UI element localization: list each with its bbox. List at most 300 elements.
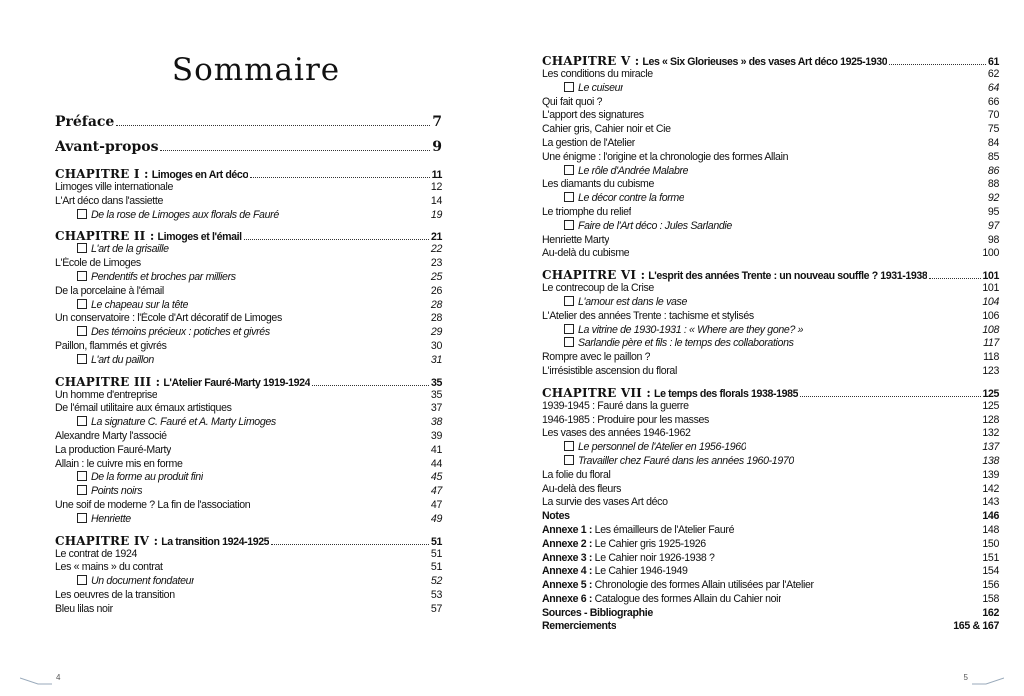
entry-text: L'art du paillon [91, 353, 154, 366]
page-number-right: 5 [963, 673, 968, 682]
toc-subentry[interactable] [55, 243, 442, 257]
entry-page-number: 35 [431, 376, 442, 389]
toc-annex-entry[interactable] [542, 552, 999, 566]
toc-subentry[interactable] [542, 165, 999, 179]
entry-page-number: 101 [982, 282, 999, 295]
entry-text: Limoges en Art déco [151, 169, 249, 181]
checkbox-icon [564, 296, 574, 306]
toc-subentry[interactable] [55, 354, 442, 368]
entry-page-number: 19 [430, 208, 442, 221]
annex-label: Annexe 6 : [542, 592, 593, 605]
entry-text: Le Cahier gris 1925-1926 [594, 537, 706, 550]
entry-text: De l'émail utilitaire aux émaux artistiques [55, 402, 232, 415]
toc-chapter-heading[interactable] [542, 386, 999, 400]
entry-text: L'art de la grisaille [91, 243, 169, 256]
entry-page-number: 9 [432, 139, 442, 155]
entry-page-number: 158 [982, 592, 999, 605]
entry-title [55, 135, 158, 160]
entry-title [542, 400, 689, 414]
checkbox-icon [564, 220, 574, 230]
section-spacer [542, 379, 999, 386]
entry-title [542, 538, 706, 552]
entry-text: Un document fondateur [91, 575, 195, 588]
entry-page-number: 125 [982, 387, 999, 400]
entry-page-number: 75 [987, 123, 999, 136]
entry-title [542, 109, 644, 123]
toc-subentry[interactable] [55, 271, 442, 285]
dot-leader [800, 396, 980, 397]
entry-title [542, 123, 671, 137]
entry-page-number: 51 [431, 535, 442, 548]
toc-annex-entry[interactable] [542, 579, 999, 593]
entry-page-number: 125 [982, 399, 999, 412]
checkbox-icon [77, 416, 87, 426]
entry-title [564, 296, 687, 310]
entry-title [542, 427, 691, 441]
entry-text: Les oeuvres de la transition [55, 588, 175, 601]
entry-text: Alexandre Marty l'associé [55, 429, 167, 442]
chapter-label: CHAPITRE VII : [542, 385, 652, 400]
entry-page-number: 95 [987, 205, 999, 218]
entry-title [55, 430, 167, 444]
checkbox-icon [77, 513, 87, 523]
toc-entry[interactable] [542, 469, 999, 483]
checkbox-icon [77, 243, 87, 253]
toc-entry[interactable] [542, 137, 999, 151]
entry-page-number: 52 [430, 575, 442, 588]
entry-page-number: 85 [987, 150, 999, 163]
entry-text: Sources - Bibliographie [542, 606, 653, 619]
entry-page-number: 45 [430, 471, 442, 484]
dot-leader [929, 278, 980, 279]
entry-page-number: 88 [987, 178, 999, 191]
entry-page-number: 137 [982, 441, 999, 454]
checkbox-icon [77, 485, 87, 495]
entry-title [77, 326, 270, 340]
toc-subentry[interactable] [542, 337, 999, 351]
section-spacer [55, 160, 442, 167]
toc-subentry[interactable] [542, 296, 999, 310]
entry-page-number: 165 & 167 [953, 620, 999, 633]
checkbox-icon [77, 209, 87, 219]
toc-left-column [55, 110, 442, 617]
toc-chapter-heading[interactable] [55, 229, 442, 243]
entry-title [542, 365, 677, 379]
chapter-label: CHAPITRE V : [542, 54, 640, 68]
entry-title [542, 469, 611, 483]
entry-title [77, 354, 154, 368]
annex-label: Annexe 5 : [542, 579, 593, 592]
entry-text: Les vases des années 1946-1962 [542, 427, 691, 440]
entry-page-number: 100 [982, 247, 999, 260]
annex-label: Annexe 2 : [542, 537, 593, 550]
toc-chapter-heading[interactable] [55, 534, 442, 548]
entry-page-number: 148 [982, 523, 999, 536]
entry-page-number: 53 [430, 588, 442, 601]
entry-text: Le triomphe du relief [542, 205, 632, 218]
checkbox-icon [77, 299, 87, 309]
entry-title [55, 603, 113, 617]
entry-text: Cahier gris, Cahier noir et Cie [542, 123, 671, 136]
entry-page-number: 151 [982, 551, 999, 564]
entry-page-number: 106 [982, 309, 999, 322]
entry-text: La production Fauré-Marty [55, 443, 172, 456]
checkbox-icon [564, 441, 574, 451]
toc-entry[interactable] [542, 206, 999, 220]
toc-right-column [542, 54, 999, 634]
entry-title [77, 575, 194, 589]
toc-entry[interactable] [542, 414, 999, 428]
entry-page-number: 37 [430, 402, 442, 415]
toc-chapter-heading[interactable] [55, 167, 442, 181]
toc-subentry[interactable] [55, 471, 442, 485]
toc-entry[interactable] [55, 402, 442, 416]
entry-title [564, 441, 746, 455]
toc-entry[interactable] [542, 310, 999, 324]
toc-entry[interactable] [55, 458, 442, 472]
entry-text: L'Art déco dans l'assiette [55, 194, 164, 207]
entry-title [564, 165, 688, 179]
toc-chapter-heading[interactable] [542, 268, 999, 282]
entry-title [564, 324, 803, 338]
toc-entry[interactable] [55, 561, 442, 575]
entry-title [77, 271, 236, 285]
toc-entry[interactable] [542, 427, 999, 441]
entry-title [564, 455, 794, 469]
toc-entry[interactable] [55, 603, 442, 617]
entry-title [55, 561, 163, 575]
toc-entry[interactable] [542, 151, 999, 165]
entry-page-number: 7 [432, 114, 442, 130]
entry-page-number: 70 [987, 109, 999, 122]
entry-text: Notes [542, 510, 570, 523]
entry-title [542, 620, 616, 634]
entry-text: Une énigme : l'origine et la chronologie des formes Allain [542, 150, 789, 163]
dot-leader [160, 150, 430, 151]
entry-text: Sarlandie père et fils : le temps des collaborations [578, 337, 794, 350]
entry-text: Le contrat de 1924 [55, 547, 138, 560]
toc-entry[interactable] [542, 68, 999, 82]
entry-page-number: 123 [982, 364, 999, 377]
entry-page-number: 39 [430, 429, 442, 442]
entry-title [55, 312, 282, 326]
entry-title [55, 257, 141, 271]
entry-page-number: 47 [430, 485, 442, 498]
toc-subentry[interactable] [55, 416, 442, 430]
entry-title [542, 234, 609, 248]
entry-title [77, 485, 142, 499]
toc-entry[interactable] [542, 109, 999, 123]
toc-entry[interactable] [542, 365, 999, 379]
entry-text: Au-delà du cubisme [542, 247, 630, 260]
chapter-label: CHAPITRE II : [55, 229, 155, 244]
entry-title [542, 206, 631, 220]
entry-title [55, 499, 250, 513]
entry-title [77, 209, 279, 223]
entry-text: Une soif de moderne ? La fin de l'association [55, 498, 251, 511]
entry-text: L'Atelier Fauré-Marty 1919-1924 [163, 376, 311, 389]
entry-page-number: 66 [987, 95, 999, 108]
entry-text: L'irrésistible ascension du floral [542, 364, 677, 377]
entry-text: Catalogue des formes Allain du Cahier noir [594, 592, 782, 605]
entry-title [55, 340, 167, 354]
section-spacer [542, 261, 999, 268]
dot-leader [312, 385, 429, 386]
toc-section-heading[interactable] [55, 135, 442, 160]
entry-page-number: 150 [982, 537, 999, 550]
entry-page-number: 156 [982, 579, 999, 592]
entry-text: De la porcelaine à l'émail [55, 284, 164, 297]
entry-text: Les « mains » du contrat [55, 561, 163, 574]
checkbox-icon [564, 337, 574, 347]
entry-text: Le Cahier 1946-1949 [594, 565, 688, 578]
entry-text: Paillon, flammés et givrés [55, 339, 167, 352]
entry-page-number: 30 [430, 339, 442, 352]
entry-title [542, 483, 621, 497]
toc-subentry[interactable] [55, 326, 442, 340]
toc-subentry[interactable] [55, 485, 442, 499]
entry-text: L'esprit des années Trente : un nouveau souffle ? 1931-1938 [648, 270, 928, 283]
entry-title [564, 192, 684, 206]
entry-title [55, 458, 183, 472]
entry-title [77, 243, 169, 257]
entry-text: L'Atelier des années Trente : tachisme et stylisés [542, 309, 754, 322]
toc-entry[interactable] [55, 548, 442, 562]
toc-annex-entry[interactable] [542, 565, 999, 579]
entry-title [542, 178, 654, 192]
toc-entry[interactable] [55, 589, 442, 603]
toc-subentry[interactable] [542, 220, 999, 234]
checkbox-icon [564, 165, 574, 175]
entry-page-number: 38 [430, 416, 442, 429]
entry-title [55, 229, 242, 244]
entry-text: Chronologie des formes Allain utilisées par l'Atelier [594, 579, 814, 592]
entry-title [542, 137, 635, 151]
entry-text: Avant-propos [55, 139, 159, 155]
entry-title [55, 402, 232, 416]
entry-page-number: 132 [982, 427, 999, 440]
entry-text: La gestion de l'Atelier [542, 136, 635, 149]
entry-text: Le temps des florals 1938-1985 [654, 387, 799, 400]
entry-page-number: 49 [430, 512, 442, 525]
entry-text: Remerciements [542, 620, 617, 633]
annex-label: Annexe 4 : [542, 565, 593, 578]
entry-title [542, 496, 668, 510]
entry-title [77, 299, 188, 313]
entry-text: L'apport des signatures [542, 109, 644, 122]
entry-page-number: 26 [430, 284, 442, 297]
entry-text: Les diamants du cubisme [542, 178, 655, 191]
entry-title [564, 337, 794, 351]
checkbox-icon [77, 354, 87, 364]
toc-entry[interactable] [542, 247, 999, 261]
entry-title [55, 589, 175, 603]
entry-title [542, 607, 653, 621]
toc-entry[interactable] [55, 430, 442, 444]
toc-subentry[interactable] [55, 513, 442, 527]
dot-leader [250, 177, 429, 178]
entry-text: La survie des vases Art déco [542, 496, 668, 509]
entry-text: De la forme au produit fini [91, 471, 203, 484]
entry-text: Les « Six Glorieuses » des vases Art déco 1925-1930 [642, 56, 888, 68]
entry-page-number: 57 [430, 602, 442, 615]
entry-text: Travailler chez Fauré dans les années 1960-1970 [578, 454, 794, 467]
toc-annex-entry[interactable] [542, 524, 999, 538]
page-number-left: 4 [56, 673, 61, 682]
entry-title [542, 386, 798, 401]
entry-page-number: 104 [982, 295, 999, 308]
entry-text: Pendentifs et broches par milliers [91, 270, 236, 283]
entry-text: Faire de l'Art déco : Jules Sarlandie [578, 219, 732, 232]
entry-title [542, 310, 754, 324]
entry-title [542, 268, 927, 283]
toc-entry[interactable] [55, 340, 442, 354]
toc-subentry[interactable] [55, 299, 442, 313]
entry-text: Rompre avec le paillon ? [542, 351, 651, 364]
dot-leader [116, 125, 430, 126]
entry-page-number: 154 [982, 565, 999, 578]
entry-page-number: 47 [430, 498, 442, 511]
entry-text: Henriette Marty [542, 233, 610, 246]
checkbox-icon [77, 471, 87, 481]
toc-entry[interactable] [542, 234, 999, 248]
entry-title [55, 389, 157, 403]
entry-page-number: 25 [430, 270, 442, 283]
toc-subentry[interactable] [542, 441, 999, 455]
toc-entry[interactable] [55, 195, 442, 209]
entry-title [55, 534, 269, 549]
checkbox-icon [564, 192, 574, 202]
entry-text: Le contrecoup de la Crise [542, 282, 654, 295]
toc-entry[interactable] [542, 96, 999, 110]
entry-text: Points noirs [91, 485, 143, 498]
toc-annex-entry[interactable] [542, 538, 999, 552]
entry-page-number: 139 [982, 468, 999, 481]
toc-section-heading[interactable] [55, 110, 442, 135]
chapter-label: CHAPITRE VI : [542, 268, 646, 283]
entry-text: Bleu lilas noir [55, 602, 113, 615]
entry-text: Limoges ville internationale [55, 181, 173, 193]
toc-subentry[interactable] [542, 455, 999, 469]
entry-text: La transition 1924-1925 [161, 535, 270, 548]
toc-bold-entry[interactable] [542, 607, 999, 621]
right-page [512, 0, 1024, 696]
toc-entry[interactable] [55, 312, 442, 326]
entry-title [542, 54, 887, 69]
page-title: Sommaire [171, 52, 341, 88]
toc-bold-entry[interactable] [542, 620, 999, 634]
entry-title [55, 375, 310, 390]
entry-text: La vitrine de 1930-1931 : « Where are they gone? » [578, 323, 804, 336]
toc-chapter-heading[interactable] [55, 375, 442, 389]
toc-entry[interactable] [542, 351, 999, 365]
toc-entry[interactable] [542, 282, 999, 296]
entry-text: Le décor contre la forme [578, 192, 685, 205]
entry-text: Le cuiseur [578, 81, 624, 94]
entry-text: Les émailleurs de l'Atelier Fauré [594, 523, 735, 536]
entry-title [542, 579, 814, 593]
entry-title [77, 416, 276, 430]
entry-text: Limoges et l'émail [157, 231, 242, 244]
toc-bold-entry[interactable] [542, 510, 999, 524]
toc-entry[interactable] [542, 123, 999, 137]
dot-leader [889, 64, 986, 65]
chapter-label: CHAPITRE III : [55, 374, 161, 389]
entry-page-number: 31 [430, 353, 442, 366]
toc-entry[interactable] [55, 444, 442, 458]
entry-text: L'École de Limoges [55, 257, 141, 270]
toc-subentry[interactable] [542, 82, 999, 96]
entry-page-number: 92 [987, 192, 999, 205]
checkbox-icon [77, 575, 87, 585]
entry-text: L'amour est dans le vase [578, 295, 688, 308]
toc-entry[interactable] [55, 285, 442, 299]
entry-title [55, 167, 248, 182]
entry-text: De la rose de Limoges aux florals de Fauré [91, 208, 279, 221]
toc-entry[interactable] [55, 499, 442, 513]
toc-subentry[interactable] [55, 575, 442, 589]
entry-title [55, 285, 164, 299]
entry-page-number: 128 [982, 413, 999, 426]
entry-title [55, 444, 171, 458]
corner-ornament-left [20, 676, 60, 686]
toc-subentry[interactable] [542, 324, 999, 338]
entry-page-number: 146 [982, 510, 999, 523]
entry-page-number: 84 [987, 136, 999, 149]
toc-annex-entry[interactable] [542, 593, 999, 607]
entry-title [542, 510, 570, 524]
toc-entry[interactable] [542, 483, 999, 497]
entry-page-number: 28 [430, 312, 442, 325]
toc-entry[interactable] [542, 178, 999, 192]
entry-page-number: 23 [430, 257, 442, 270]
entry-title [55, 181, 173, 195]
entry-text: Des témoins précieux : potiches et givrés [91, 326, 270, 339]
entry-page-number: 142 [982, 482, 999, 495]
entry-text: 1939-1945 : Fauré dans la guerre [542, 399, 689, 412]
entry-page-number: 101 [982, 270, 999, 283]
entry-page-number: 44 [430, 457, 442, 470]
entry-page-number: 12 [430, 181, 442, 193]
entry-title [55, 195, 163, 209]
toc-subentry[interactable] [542, 192, 999, 206]
checkbox-icon [564, 82, 574, 92]
entry-title [77, 471, 203, 485]
toc-entry[interactable] [542, 496, 999, 510]
entry-text: Un conservatoire : l'École d'Art décoratif de Limoges [55, 312, 282, 325]
entry-page-number: 62 [987, 68, 999, 80]
entry-page-number: 98 [987, 233, 999, 246]
entry-title [542, 565, 688, 579]
entry-page-number: 97 [987, 219, 999, 232]
toc-entry[interactable] [542, 400, 999, 414]
entry-page-number: 41 [430, 443, 442, 456]
checkbox-icon [77, 271, 87, 281]
toc-entry[interactable] [55, 389, 442, 403]
toc-entry[interactable] [55, 257, 442, 271]
entry-page-number: 35 [430, 388, 442, 401]
entry-page-number: 162 [982, 606, 999, 619]
entry-title [542, 68, 653, 82]
toc-chapter-heading[interactable] [542, 54, 999, 68]
entry-title [542, 282, 654, 296]
toc-subentry[interactable] [55, 209, 442, 223]
toc-entry[interactable] [55, 181, 442, 195]
entry-title [77, 513, 131, 527]
checkbox-icon [564, 455, 574, 465]
entry-page-number: 108 [982, 323, 999, 336]
entry-page-number: 51 [430, 547, 442, 560]
